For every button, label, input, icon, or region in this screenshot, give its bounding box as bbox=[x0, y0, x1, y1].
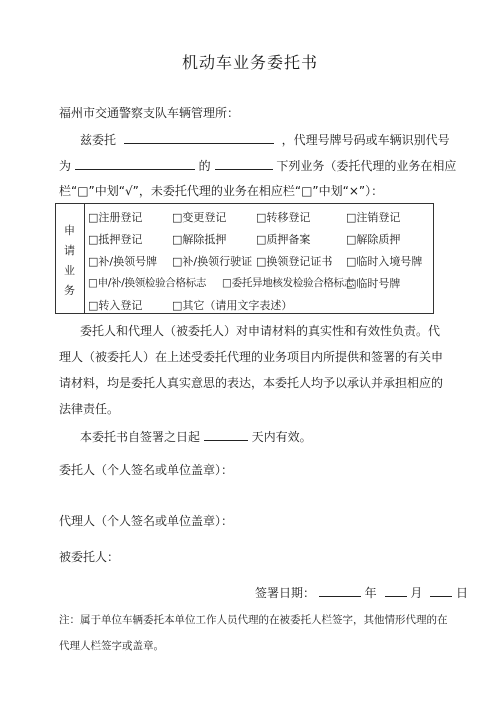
entrust-line-1 bbox=[80, 130, 450, 148]
sign-date-line bbox=[255, 583, 468, 601]
option-pledge[interactable]: □质押备案 bbox=[256, 233, 311, 246]
label-char: 请 bbox=[64, 244, 75, 257]
month-blank[interactable] bbox=[385, 583, 407, 597]
principal-signature-label: 委托人（个人签名或单位盖章）： bbox=[59, 463, 234, 477]
validity-days-blank[interactable] bbox=[204, 427, 248, 441]
vehicle-type-blank[interactable] bbox=[215, 156, 273, 170]
option-inspection-mark[interactable]: □申/补/换领检验合格标志 bbox=[88, 277, 207, 289]
option-other[interactable]: □其它（请用文字表述） bbox=[172, 299, 293, 312]
label-char: 务 bbox=[64, 284, 75, 297]
document-title: 机动车业务委托书 bbox=[181, 53, 318, 72]
option-mortgage[interactable]: □抵押登记 bbox=[88, 233, 143, 246]
agent-signature-label: 代理人（个人签名或单位盖章）： bbox=[59, 514, 234, 528]
option-transfer-in[interactable]: □转入登记 bbox=[88, 299, 143, 312]
option-transfer[interactable]: □转移登记 bbox=[256, 211, 311, 224]
option-plate[interactable]: □补/换领号牌 bbox=[88, 255, 158, 268]
validity-tail: 天内有效。 bbox=[251, 430, 312, 444]
agent-name-blank[interactable] bbox=[124, 130, 274, 144]
entrust-line-3: 栏“□”中划“√”，未委托代理的业务在相应栏“□”中划“×”）： bbox=[59, 184, 384, 198]
option-change[interactable]: □变更登记 bbox=[172, 211, 227, 224]
option-temp-plate[interactable]: □临时号牌 bbox=[346, 277, 401, 290]
note-line-2: 代理人栏签字或盖章。 bbox=[59, 640, 164, 652]
day-blank[interactable] bbox=[430, 583, 452, 597]
option-certificate[interactable]: □换领登记证书 bbox=[256, 255, 333, 268]
option-remote-inspection[interactable]: □委托异地核发检验合格标志 bbox=[222, 277, 355, 289]
entrust-line-2-tail: 下列业务（委托代理的业务在相应 bbox=[276, 159, 457, 173]
entrust-label: 兹委托 bbox=[80, 133, 117, 147]
entrust-line-2 bbox=[59, 156, 456, 174]
validity-label: 本委托书自签署之日起 bbox=[80, 430, 201, 444]
option-release-pledge[interactable]: □解除质押 bbox=[346, 233, 401, 246]
business-table-label bbox=[56, 204, 85, 313]
of-label: 的 bbox=[198, 159, 211, 173]
statement-line-4: 法律责任。 bbox=[59, 402, 120, 416]
label-char: 业 bbox=[64, 264, 75, 277]
option-release-mortgage[interactable]: □解除抵押 bbox=[172, 233, 227, 246]
statement-line-3: 请材料，均是委托人真实意思的表达，本委托人均予以承认并承担相应的 bbox=[59, 376, 444, 390]
entrust-line-1-tail: ，代理号牌号码或车辆识别代号 bbox=[281, 133, 450, 147]
sign-date-label: 签署日期： bbox=[255, 586, 316, 600]
month-label: 月 bbox=[410, 586, 423, 600]
year-blank[interactable] bbox=[319, 583, 361, 597]
option-temp-entry-plate[interactable]: □临时入境号牌 bbox=[346, 255, 423, 268]
note-line-1: 注：属于单位车辆委托本单位工作人员代理的在被委托人栏签字，其他情形代理的在 bbox=[59, 614, 448, 626]
trustee-label: 被委托人： bbox=[59, 550, 120, 564]
business-table bbox=[55, 203, 434, 314]
label-char: 申 bbox=[64, 224, 75, 237]
statement-line-1: 委托人和代理人（被委托人）对申请材料的真实性和有效性负责。代 bbox=[80, 324, 441, 338]
plate-number-blank[interactable] bbox=[75, 156, 195, 170]
addressee: 福州市交通警察支队车辆管理所： bbox=[59, 106, 240, 120]
year-label: 年 bbox=[364, 586, 377, 600]
option-register[interactable]: □注册登记 bbox=[88, 211, 143, 224]
validity-line bbox=[80, 427, 312, 445]
option-license[interactable]: □补/换领行驶证 bbox=[172, 255, 253, 268]
option-cancel[interactable]: □注销登记 bbox=[346, 211, 401, 224]
day-label: 日 bbox=[456, 586, 469, 600]
for-label: 为 bbox=[59, 159, 72, 173]
statement-line-2: 理人（被委托人）在上述受委托代理的业务项目内所提供和签署的有关申 bbox=[59, 350, 444, 364]
